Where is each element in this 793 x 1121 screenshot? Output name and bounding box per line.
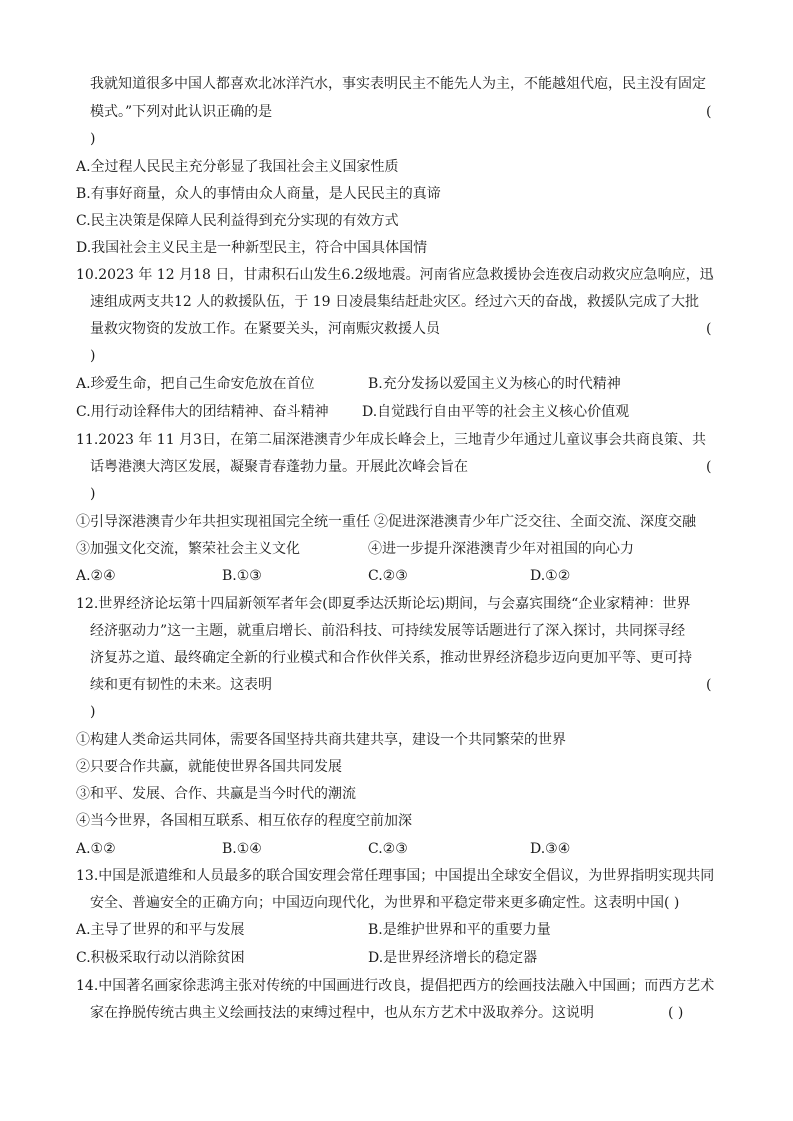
q13-option-a[interactable]: A.主导了世界的和平与发展: [76, 922, 245, 938]
q14-answer-paren: ( ): [668, 1005, 684, 1021]
q10-answer-paren-open: (: [706, 321, 712, 337]
q11-option-d[interactable]: D.①②: [530, 568, 571, 584]
q12-answer-paren-open: (: [706, 677, 712, 693]
q11-stem-line-2: 话粤港澳大湾区发展，凝聚青春蓬勃力量。开展此次峰会旨在: [90, 459, 468, 475]
q11-option-a[interactable]: A.②④: [76, 568, 116, 584]
q13-option-b[interactable]: B.是维护世界和平的重要力量: [368, 922, 551, 938]
q11-answer-paren-open: (: [706, 459, 712, 475]
q12-option-b[interactable]: B.①④: [222, 841, 262, 857]
q13-stem-line-2: 安全、普遍安全的正确方向；中国迈向现代化，为世界和平稳定带来更多确定性。这表明中国( ): [90, 895, 680, 911]
q13-option-c[interactable]: C.积极采取行动以消除贫困: [76, 950, 245, 966]
q12-option-a[interactable]: A.①②: [76, 841, 116, 857]
q9-answer-paren-open: (: [706, 104, 712, 120]
q11-item-4: ④进一步提升深港澳青少年对祖国的向心力: [368, 541, 634, 557]
q11-option-c[interactable]: C.②③: [368, 568, 408, 584]
q9-option-b[interactable]: B.有事好商量，众人的事情由众人商量，是人民民主的真谛: [76, 186, 441, 202]
q10-option-c[interactable]: C.用行动诠释伟大的团结精神、奋斗精神: [76, 404, 329, 420]
q10-stem-line-3: 量救灾物资的发放工作。在紧要关头，河南赈灾救援人员: [90, 321, 440, 337]
q10-stem-line-2: 速组成两支共12 人的救援队伍，于 19 日凌晨集结赶赴灾区。经过六天的奋战，救援队完成了大批: [90, 294, 699, 310]
q10-answer-paren-close: ): [90, 348, 96, 364]
q9-option-a[interactable]: A.全过程人民民主充分彰显了我国社会主义国家性质: [76, 159, 399, 175]
q11-option-b[interactable]: B.①③: [222, 568, 262, 584]
q11-item-1: ①引导深港澳青少年共担实现祖国完全统一重任: [76, 514, 370, 530]
q12-stem-line-4: 续和更有韧性的未来。这表明: [90, 677, 272, 693]
q12-stem-line-3: 济复苏之道、最终确定全新的行业模式和合作伙伴关系，推动世界经济稳步迈向更加平等、更可持: [90, 650, 692, 666]
q10-option-b[interactable]: B.充分发扬以爱国主义为核心的时代精神: [368, 376, 621, 392]
q13-stem-line-1: 13.中国是派遣维和人员最多的联合国安理会常任理事国；中国提出全球安全倡议，为世界指明实现共同: [76, 868, 715, 884]
q12-option-d[interactable]: D.③④: [530, 841, 571, 857]
q11-item-2: ②促进深港澳青少年广泛交往、全面交流、深度交融: [374, 514, 696, 530]
q12-item-1: ①构建人类命运共同体，需要各国坚持共商共建共享，建设一个共同繁荣的世界: [76, 732, 566, 748]
q12-answer-paren-close: ): [90, 704, 96, 720]
q9-option-d[interactable]: D.我国社会主义民主是一种新型民主，符合中国具体国情: [76, 240, 428, 256]
q9-answer-paren-close: ): [90, 131, 96, 147]
q12-item-4: ④当今世界，各国相互联系、相互依存的程度空前加深: [76, 813, 412, 829]
q10-option-a[interactable]: A.珍爱生命，把自己生命安危放在首位: [76, 376, 315, 392]
q12-stem-line-2: 经济驱动力”这一主题，就重启增长、前沿科技、可持续发展等话题进行了深入探讨，共同探寻经: [90, 623, 686, 639]
q10-option-d[interactable]: D.自觉践行自由平等的社会主义核心价值观: [362, 404, 630, 420]
q11-item-3: ③加强文化交流，繁荣社会主义文化: [76, 541, 300, 557]
q13-option-d[interactable]: D.是世界经济增长的稳定器: [368, 950, 538, 966]
q10-stem-line-1: 10.2023 年 12 月18 日，甘肃积石山发生6.2级地震。河南省应急救援协会连夜启动救灾应急响应，迅: [76, 267, 714, 283]
q11-answer-paren-close: ): [90, 486, 96, 502]
q14-stem-line-2: 家在挣脱传统古典主义绘画技法的束缚过程中，也从东方艺术中汲取养分。这说明: [90, 1005, 594, 1021]
q12-item-2: ②只要合作共赢，就能使世界各国共同发展: [76, 759, 342, 775]
q12-stem-line-1: 12.世界经济论坛第十四届新领军者年会(即夏季达沃斯论坛)期间，与会嘉宾围绕“企业家精神：世界: [76, 596, 691, 612]
q9-option-c[interactable]: C.民主决策是保障人民利益得到充分实现的有效方式: [76, 213, 399, 229]
q11-stem-line-1: 11.2023 年 11 月3日，在第二届深港澳青少年成长峰会上，三地青少年通过儿童议事会共商良策、共: [76, 432, 706, 448]
q12-option-c[interactable]: C.②③: [368, 841, 408, 857]
q12-item-3: ③和平、发展、合作、共赢是当今时代的潮流: [76, 786, 356, 802]
q14-stem-line-1: 14.中国著名画家徐悲鸿主张对传统的中国画进行改良，提倡把西方的绘画技法融入中国画；而西方艺术: [76, 978, 715, 994]
q9-stem-line-2: 模式。”下列对此认识正确的是: [90, 104, 273, 120]
q9-stem-line-1: 我就知道很多中国人都喜欢北冰洋汽水，事实表明民主不能先人为主，不能越俎代庖，民主没有固定: [90, 76, 706, 92]
